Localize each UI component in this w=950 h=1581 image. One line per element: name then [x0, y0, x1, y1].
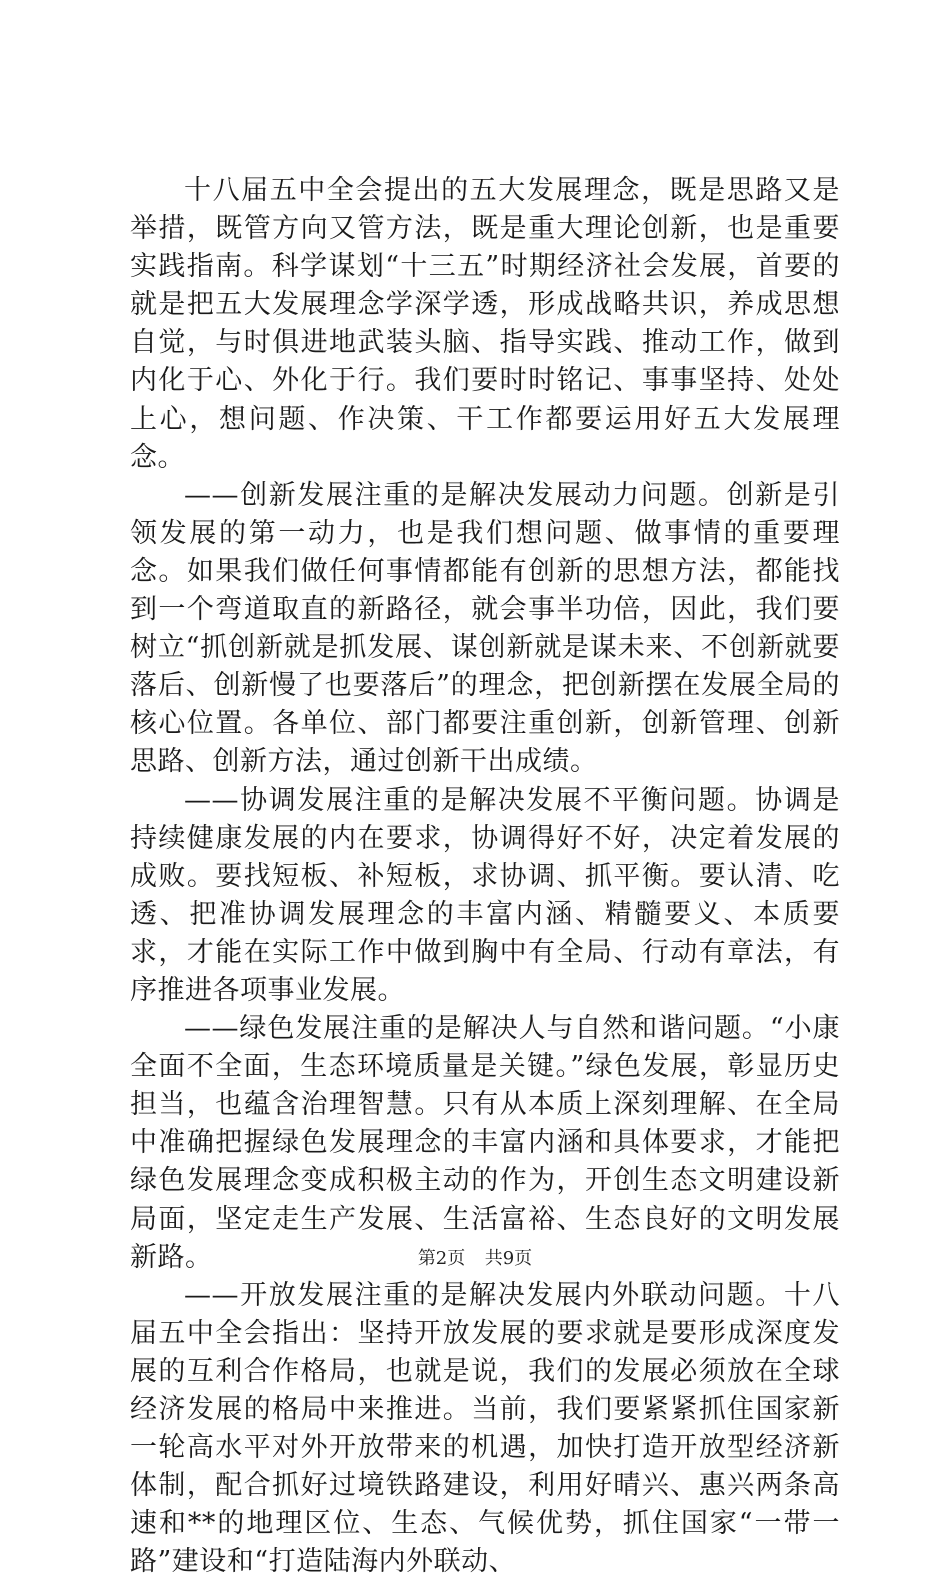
paragraph-coordination: ——协调发展注重的是解决发展不平衡问题。协调是持续健康发展的内在要求，协调得好不好，决定着发展的成败。要找短板、补短板，求协调、抓平衡。要认清、吃透、把准协调发展理念的丰富内涵、精髓要义、本质要求，才能在实际工作中做到胸中有全局、行动有章法，有序推进各项事业发展。	[130, 784, 840, 1006]
paragraph-intro: 十八届五中全会提出的五大发展理念，既是思路又是举措，既管方向又管方法，既是重大理论创新，也是重要实践指南。科学谋划“十三五”时期经济社会发展，首要的就是把五大发展理念学深学透，形成战略共识，养成思想自觉，与时俱进地武装头脑、指导实践、推动工作，做到内化于心、外化于行。我们要时时铭记、事事坚持、处处上心，想问题、作决策、干工作都要运用好五大发展理念。	[130, 175, 840, 473]
page-total: 共9页	[484, 1248, 533, 1269]
page-footer	[0, 1244, 950, 1270]
page-number: 第2页	[417, 1248, 466, 1269]
paragraph-green: ——绿色发展注重的是解决人与自然和谐问题。“小康全面不全面，生态环境质量是关键。”绿色发展，彰显历史担当，也蕴含治理智慧。只有从本质上深刻理解、在全局中准确把握绿色发展理念的丰富内涵和具体要求，才能把绿色发展理念变成积极主动的作为，开创生态文明建设新局面，坚定走生产发展、生活富裕、生态良好的文明发展新路。	[130, 1013, 840, 1273]
document-body	[130, 172, 840, 1581]
paragraph-innovation: ——创新发展注重的是解决发展动力问题。创新是引领发展的第一动力，也是我们想问题、做事情的重要理念。如果我们做任何事情都能有创新的思想方法，都能找到一个弯道取直的新路径，就会事半功倍，因此，我们要树立“抓创新就是抓发展、谋创新就是谋未来、不创新就要落后、创新慢了也要落后”的理念，把创新摆在发展全局的核心位置。各单位、部门都要注重创新，创新管理、创新思路、创新方法，通过创新干出成绩。	[130, 479, 840, 778]
paragraph-openness: ——开放发展注重的是解决发展内外联动问题。十八届五中全会指出：坚持开放发展的要求就是要形成深度发展的互利合作格局，也就是说，我们的发展必须放在全球经济发展的格局中来推进。当前，我们要紧紧抓住国家新一轮高水平对外开放带来的机遇，加快打造开放型经济新体制，配合抓好过境铁路建设，利用好晴兴、惠兴两条高速和**的地理区位、生态、气候优势，抓住国家“一带一路”建设和“打造陆海内外联动、	[130, 1279, 840, 1578]
